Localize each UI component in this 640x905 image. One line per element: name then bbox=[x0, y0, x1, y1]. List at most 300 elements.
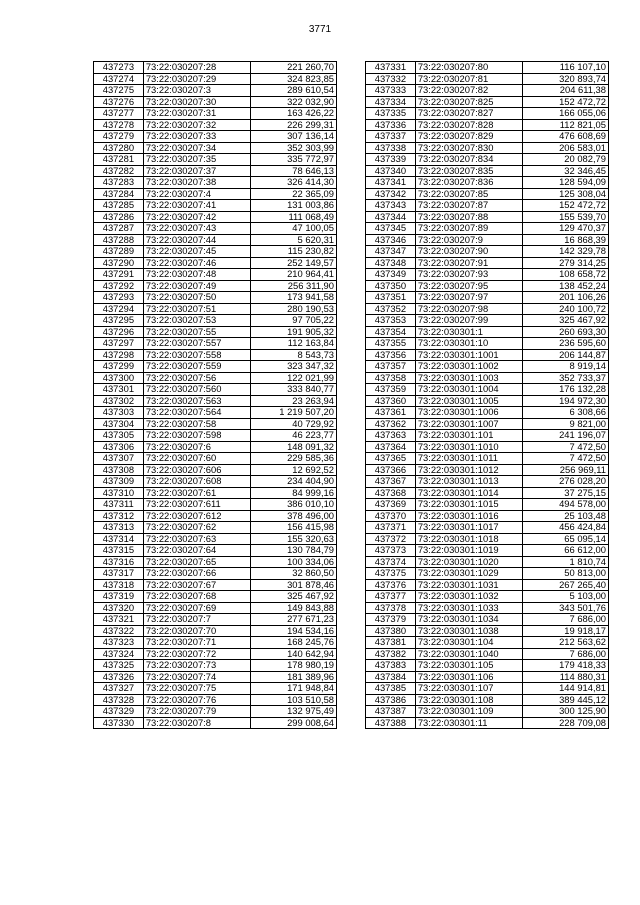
row-number-cell: 437287 bbox=[94, 223, 144, 235]
row-number-cell: 437281 bbox=[94, 154, 144, 166]
row-number-cell: 437381 bbox=[366, 637, 416, 649]
cadastral-number-cell: 73:22:030207:32 bbox=[143, 119, 250, 131]
row-number-cell: 437344 bbox=[366, 211, 416, 223]
table-row bbox=[366, 326, 609, 338]
table-row bbox=[366, 223, 609, 235]
cadastral-value-cell: 46 223,77 bbox=[250, 430, 336, 442]
cadastral-number-cell: 73:22:030207:35 bbox=[143, 154, 250, 166]
row-number-cell: 437358 bbox=[366, 372, 416, 384]
row-number-cell: 437332 bbox=[366, 73, 416, 85]
row-number-cell: 437362 bbox=[366, 418, 416, 430]
table-row bbox=[366, 464, 609, 476]
table-row bbox=[94, 257, 337, 269]
cadastral-value-cell: 6 308,66 bbox=[522, 407, 608, 419]
row-number-cell: 437351 bbox=[366, 292, 416, 304]
cadastral-number-cell: 73:22:030207:55 bbox=[143, 326, 250, 338]
table-row bbox=[366, 96, 609, 108]
cadastral-value-cell: 221 260,70 bbox=[250, 62, 336, 74]
row-number-cell: 437369 bbox=[366, 499, 416, 511]
cadastral-number-cell: 73:22:030301:1001 bbox=[415, 349, 522, 361]
cadastral-number-cell: 73:22:030207:73 bbox=[143, 660, 250, 672]
table-row bbox=[366, 545, 609, 557]
cadastral-value-cell: 152 472,72 bbox=[522, 200, 608, 212]
cadastral-number-cell: 73:22:030207:88 bbox=[415, 211, 522, 223]
cadastral-value-cell: 194 972,30 bbox=[522, 395, 608, 407]
cadastral-value-cell: 206 144,87 bbox=[522, 349, 608, 361]
table-row bbox=[94, 464, 337, 476]
cadastral-value-cell: 352 303,99 bbox=[250, 142, 336, 154]
row-number-cell: 437363 bbox=[366, 430, 416, 442]
cadastral-value-cell: 236 595,60 bbox=[522, 338, 608, 350]
cadastral-value-cell: 494 578,00 bbox=[522, 499, 608, 511]
table-row bbox=[94, 384, 337, 396]
table-row bbox=[94, 453, 337, 465]
table-row bbox=[366, 200, 609, 212]
row-number-cell: 437340 bbox=[366, 165, 416, 177]
cadastral-value-cell: 129 470,37 bbox=[522, 223, 608, 235]
cadastral-value-cell: 100 334,06 bbox=[250, 556, 336, 568]
registry-table-left-body bbox=[94, 62, 337, 729]
table-row bbox=[94, 510, 337, 522]
cadastral-value-cell: 178 980,19 bbox=[250, 660, 336, 672]
cadastral-number-cell: 73:22:030207:563 bbox=[143, 395, 250, 407]
row-number-cell: 437357 bbox=[366, 361, 416, 373]
table-row bbox=[94, 545, 337, 557]
row-number-cell: 437385 bbox=[366, 683, 416, 695]
table-row bbox=[366, 510, 609, 522]
cadastral-number-cell: 73:22:030301:101 bbox=[415, 430, 522, 442]
cadastral-value-cell: 324 823,85 bbox=[250, 73, 336, 85]
table-row bbox=[366, 384, 609, 396]
cadastral-number-cell: 73:22:030207:72 bbox=[143, 648, 250, 660]
cadastral-value-cell: 7 472,50 bbox=[522, 441, 608, 453]
row-number-cell: 437277 bbox=[94, 108, 144, 120]
table-row bbox=[366, 671, 609, 683]
cadastral-number-cell: 73:22:030207:81 bbox=[415, 73, 522, 85]
cadastral-value-cell: 279 314,25 bbox=[522, 257, 608, 269]
row-number-cell: 437388 bbox=[366, 717, 416, 729]
table-row bbox=[366, 441, 609, 453]
table-row bbox=[94, 142, 337, 154]
cadastral-number-cell: 73:22:030207:89 bbox=[415, 223, 522, 235]
cadastral-number-cell: 73:22:030301:109 bbox=[415, 706, 522, 718]
cadastral-number-cell: 73:22:030301:1040 bbox=[415, 648, 522, 660]
cadastral-value-cell: 234 404,90 bbox=[250, 476, 336, 488]
row-number-cell: 437313 bbox=[94, 522, 144, 534]
table-row bbox=[94, 694, 337, 706]
cadastral-number-cell: 73:22:030207:558 bbox=[143, 349, 250, 361]
row-number-cell: 437365 bbox=[366, 453, 416, 465]
table-row bbox=[94, 165, 337, 177]
row-number-cell: 437331 bbox=[366, 62, 416, 74]
cadastral-value-cell: 108 658,72 bbox=[522, 269, 608, 281]
cadastral-value-cell: 307 136,14 bbox=[250, 131, 336, 143]
row-number-cell: 437280 bbox=[94, 142, 144, 154]
cadastral-number-cell: 73:22:030207:9 bbox=[415, 234, 522, 246]
cadastral-value-cell: 65 095,14 bbox=[522, 533, 608, 545]
cadastral-number-cell: 73:22:030207:34 bbox=[143, 142, 250, 154]
row-number-cell: 437301 bbox=[94, 384, 144, 396]
cadastral-value-cell: 323 347,32 bbox=[250, 361, 336, 373]
table-row bbox=[94, 338, 337, 350]
table-row bbox=[94, 234, 337, 246]
table-row bbox=[94, 579, 337, 591]
cadastral-value-cell: 8 919,14 bbox=[522, 361, 608, 373]
table-row bbox=[94, 614, 337, 626]
registry-table-right bbox=[365, 61, 609, 729]
cadastral-value-cell: 97 705,22 bbox=[250, 315, 336, 327]
cadastral-number-cell: 73:22:030207:62 bbox=[143, 522, 250, 534]
cadastral-number-cell: 73:22:030207:44 bbox=[143, 234, 250, 246]
row-number-cell: 437348 bbox=[366, 257, 416, 269]
table-row bbox=[94, 372, 337, 384]
cadastral-value-cell: 386 010,10 bbox=[250, 499, 336, 511]
table-row bbox=[366, 602, 609, 614]
table-row bbox=[366, 453, 609, 465]
cadastral-number-cell: 73:22:030301:106 bbox=[415, 671, 522, 683]
row-number-cell: 437335 bbox=[366, 108, 416, 120]
cadastral-number-cell: 73:22:030207:31 bbox=[143, 108, 250, 120]
cadastral-number-cell: 73:22:030301:1002 bbox=[415, 361, 522, 373]
cadastral-value-cell: 32 346,45 bbox=[522, 165, 608, 177]
row-number-cell: 437278 bbox=[94, 119, 144, 131]
cadastral-value-cell: 276 028,20 bbox=[522, 476, 608, 488]
row-number-cell: 437324 bbox=[94, 648, 144, 660]
table-row bbox=[366, 717, 609, 729]
cadastral-number-cell: 73:22:030207:7 bbox=[143, 614, 250, 626]
cadastral-number-cell: 73:22:030207:598 bbox=[143, 430, 250, 442]
cadastral-number-cell: 73:22:030301:1034 bbox=[415, 614, 522, 626]
table-row bbox=[94, 487, 337, 499]
cadastral-number-cell: 73:22:030207:830 bbox=[415, 142, 522, 154]
cadastral-number-cell: 73:22:030301:1019 bbox=[415, 545, 522, 557]
cadastral-number-cell: 73:22:030207:608 bbox=[143, 476, 250, 488]
row-number-cell: 437361 bbox=[366, 407, 416, 419]
table-row bbox=[366, 372, 609, 384]
cadastral-value-cell: 116 107,10 bbox=[522, 62, 608, 74]
cadastral-value-cell: 171 948,84 bbox=[250, 683, 336, 695]
cadastral-value-cell: 352 733,37 bbox=[522, 372, 608, 384]
cadastral-value-cell: 148 091,32 bbox=[250, 441, 336, 453]
row-number-cell: 437286 bbox=[94, 211, 144, 223]
cadastral-value-cell: 326 414,30 bbox=[250, 177, 336, 189]
table-row bbox=[94, 625, 337, 637]
cadastral-value-cell: 128 594,09 bbox=[522, 177, 608, 189]
cadastral-value-cell: 22 365,09 bbox=[250, 188, 336, 200]
row-number-cell: 437291 bbox=[94, 269, 144, 281]
cadastral-value-cell: 256 311,90 bbox=[250, 280, 336, 292]
table-row bbox=[94, 246, 337, 258]
row-number-cell: 437376 bbox=[366, 579, 416, 591]
table-row bbox=[94, 683, 337, 695]
row-number-cell: 437338 bbox=[366, 142, 416, 154]
table-row bbox=[94, 315, 337, 327]
cadastral-number-cell: 73:22:030207:67 bbox=[143, 579, 250, 591]
row-number-cell: 437373 bbox=[366, 545, 416, 557]
cadastral-value-cell: 122 021,99 bbox=[250, 372, 336, 384]
cadastral-value-cell: 289 610,54 bbox=[250, 85, 336, 97]
row-number-cell: 437298 bbox=[94, 349, 144, 361]
row-number-cell: 437342 bbox=[366, 188, 416, 200]
cadastral-value-cell: 229 585,36 bbox=[250, 453, 336, 465]
row-number-cell: 437312 bbox=[94, 510, 144, 522]
row-number-cell: 437322 bbox=[94, 625, 144, 637]
cadastral-number-cell: 73:22:030301:1029 bbox=[415, 568, 522, 580]
row-number-cell: 437330 bbox=[94, 717, 144, 729]
cadastral-number-cell: 73:22:030207:564 bbox=[143, 407, 250, 419]
cadastral-number-cell: 73:22:030207:42 bbox=[143, 211, 250, 223]
cadastral-number-cell: 73:22:030207:4 bbox=[143, 188, 250, 200]
row-number-cell: 437295 bbox=[94, 315, 144, 327]
row-number-cell: 437387 bbox=[366, 706, 416, 718]
row-number-cell: 437386 bbox=[366, 694, 416, 706]
cadastral-number-cell: 73:22:030207:30 bbox=[143, 96, 250, 108]
table-row bbox=[366, 533, 609, 545]
cadastral-value-cell: 78 646,13 bbox=[250, 165, 336, 177]
table-row bbox=[94, 660, 337, 672]
row-number-cell: 437296 bbox=[94, 326, 144, 338]
cadastral-number-cell: 73:22:030207:28 bbox=[143, 62, 250, 74]
cadastral-value-cell: 114 880,31 bbox=[522, 671, 608, 683]
table-row bbox=[366, 591, 609, 603]
cadastral-value-cell: 130 784,79 bbox=[250, 545, 336, 557]
table-row bbox=[94, 499, 337, 511]
row-number-cell: 437346 bbox=[366, 234, 416, 246]
cadastral-value-cell: 140 642,94 bbox=[250, 648, 336, 660]
cadastral-number-cell: 73:22:030301:1004 bbox=[415, 384, 522, 396]
row-number-cell: 437349 bbox=[366, 269, 416, 281]
cadastral-number-cell: 73:22:030207:29 bbox=[143, 73, 250, 85]
row-number-cell: 437289 bbox=[94, 246, 144, 258]
table-row bbox=[366, 579, 609, 591]
row-number-cell: 437317 bbox=[94, 568, 144, 580]
row-number-cell: 437374 bbox=[366, 556, 416, 568]
cadastral-value-cell: 210 964,41 bbox=[250, 269, 336, 281]
table-row bbox=[94, 62, 337, 74]
cadastral-number-cell: 73:22:030207:75 bbox=[143, 683, 250, 695]
table-row bbox=[366, 62, 609, 74]
table-row bbox=[94, 533, 337, 545]
cadastral-value-cell: 280 190,53 bbox=[250, 303, 336, 315]
cadastral-value-cell: 142 329,78 bbox=[522, 246, 608, 258]
cadastral-value-cell: 163 426,22 bbox=[250, 108, 336, 120]
cadastral-value-cell: 8 543,73 bbox=[250, 349, 336, 361]
cadastral-value-cell: 138 452,24 bbox=[522, 280, 608, 292]
cadastral-value-cell: 115 230,82 bbox=[250, 246, 336, 258]
table-row bbox=[366, 487, 609, 499]
cadastral-number-cell: 73:22:030207:61 bbox=[143, 487, 250, 499]
cadastral-number-cell: 73:22:030207:56 bbox=[143, 372, 250, 384]
page-number: 3771 bbox=[308, 24, 332, 35]
table-row bbox=[94, 280, 337, 292]
cadastral-value-cell: 7 472,50 bbox=[522, 453, 608, 465]
cadastral-number-cell: 73:22:030207:557 bbox=[143, 338, 250, 350]
cadastral-value-cell: 301 878,46 bbox=[250, 579, 336, 591]
row-number-cell: 437352 bbox=[366, 303, 416, 315]
cadastral-value-cell: 16 868,39 bbox=[522, 234, 608, 246]
row-number-cell: 437279 bbox=[94, 131, 144, 143]
cadastral-number-cell: 73:22:030207:829 bbox=[415, 131, 522, 143]
cadastral-value-cell: 7 686,00 bbox=[522, 614, 608, 626]
cadastral-number-cell: 73:22:030301:1010 bbox=[415, 441, 522, 453]
cadastral-value-cell: 240 100,72 bbox=[522, 303, 608, 315]
row-number-cell: 437326 bbox=[94, 671, 144, 683]
row-number-cell: 437359 bbox=[366, 384, 416, 396]
cadastral-value-cell: 20 082,79 bbox=[522, 154, 608, 166]
table-row bbox=[94, 200, 337, 212]
table-row bbox=[366, 292, 609, 304]
table-row bbox=[366, 154, 609, 166]
cadastral-number-cell: 73:22:030301:105 bbox=[415, 660, 522, 672]
row-number-cell: 437350 bbox=[366, 280, 416, 292]
table-row bbox=[94, 522, 337, 534]
cadastral-value-cell: 166 055,06 bbox=[522, 108, 608, 120]
row-number-cell: 437309 bbox=[94, 476, 144, 488]
cadastral-value-cell: 256 969,11 bbox=[522, 464, 608, 476]
cadastral-value-cell: 277 671,23 bbox=[250, 614, 336, 626]
cadastral-value-cell: 9 821,00 bbox=[522, 418, 608, 430]
table-row bbox=[366, 85, 609, 97]
row-number-cell: 437329 bbox=[94, 706, 144, 718]
cadastral-value-cell: 66 612,00 bbox=[522, 545, 608, 557]
table-row bbox=[94, 96, 337, 108]
table-row bbox=[366, 522, 609, 534]
row-number-cell: 437353 bbox=[366, 315, 416, 327]
cadastral-number-cell: 73:22:030301:1017 bbox=[415, 522, 522, 534]
cadastral-number-cell: 73:22:030207:93 bbox=[415, 269, 522, 281]
row-number-cell: 437283 bbox=[94, 177, 144, 189]
cadastral-value-cell: 19 918,17 bbox=[522, 625, 608, 637]
registry-table-right-body bbox=[366, 62, 609, 729]
registry-table-left bbox=[93, 61, 337, 729]
table-row bbox=[366, 303, 609, 315]
table-row bbox=[94, 108, 337, 120]
cadastral-number-cell: 73:22:030207:37 bbox=[143, 165, 250, 177]
cadastral-value-cell: 322 032,90 bbox=[250, 96, 336, 108]
cadastral-number-cell: 73:22:030301:1003 bbox=[415, 372, 522, 384]
cadastral-value-cell: 173 941,58 bbox=[250, 292, 336, 304]
table-row bbox=[94, 395, 337, 407]
table-row bbox=[94, 188, 337, 200]
table-row bbox=[94, 85, 337, 97]
cadastral-number-cell: 73:22:030207:74 bbox=[143, 671, 250, 683]
row-number-cell: 437282 bbox=[94, 165, 144, 177]
cadastral-number-cell: 73:22:030207:43 bbox=[143, 223, 250, 235]
row-number-cell: 437355 bbox=[366, 338, 416, 350]
row-number-cell: 437377 bbox=[366, 591, 416, 603]
cadastral-number-cell: 73:22:030207:90 bbox=[415, 246, 522, 258]
row-number-cell: 437308 bbox=[94, 464, 144, 476]
cadastral-value-cell: 476 608,69 bbox=[522, 131, 608, 143]
table-row bbox=[94, 602, 337, 614]
table-row bbox=[366, 349, 609, 361]
cadastral-value-cell: 343 501,76 bbox=[522, 602, 608, 614]
cadastral-number-cell: 73:22:030207:611 bbox=[143, 499, 250, 511]
cadastral-number-cell: 73:22:030207:41 bbox=[143, 200, 250, 212]
cadastral-number-cell: 73:22:030207:60 bbox=[143, 453, 250, 465]
row-number-cell: 437378 bbox=[366, 602, 416, 614]
cadastral-number-cell: 73:22:030207:66 bbox=[143, 568, 250, 580]
cadastral-number-cell: 73:22:030301:1038 bbox=[415, 625, 522, 637]
cadastral-number-cell: 73:22:030207:69 bbox=[143, 602, 250, 614]
cadastral-value-cell: 23 263,94 bbox=[250, 395, 336, 407]
row-number-cell: 437383 bbox=[366, 660, 416, 672]
cadastral-number-cell: 73:22:030301:11 bbox=[415, 717, 522, 729]
table-row bbox=[94, 418, 337, 430]
cadastral-number-cell: 73:22:030207:45 bbox=[143, 246, 250, 258]
cadastral-number-cell: 73:22:030207:76 bbox=[143, 694, 250, 706]
row-number-cell: 437307 bbox=[94, 453, 144, 465]
cadastral-number-cell: 73:22:030301:107 bbox=[415, 683, 522, 695]
cadastral-value-cell: 325 467,92 bbox=[250, 591, 336, 603]
cadastral-value-cell: 131 003,86 bbox=[250, 200, 336, 212]
row-number-cell: 437371 bbox=[366, 522, 416, 534]
cadastral-value-cell: 5 103,00 bbox=[522, 591, 608, 603]
table-row bbox=[366, 315, 609, 327]
table-row bbox=[366, 73, 609, 85]
table-row bbox=[94, 556, 337, 568]
table-row bbox=[366, 234, 609, 246]
cadastral-value-cell: 168 245,76 bbox=[250, 637, 336, 649]
row-number-cell: 437366 bbox=[366, 464, 416, 476]
cadastral-number-cell: 73:22:030301:1006 bbox=[415, 407, 522, 419]
row-number-cell: 437274 bbox=[94, 73, 144, 85]
cadastral-value-cell: 191 905,32 bbox=[250, 326, 336, 338]
table-row bbox=[366, 683, 609, 695]
cadastral-value-cell: 50 813,00 bbox=[522, 568, 608, 580]
cadastral-number-cell: 73:22:030207:65 bbox=[143, 556, 250, 568]
row-number-cell: 437367 bbox=[366, 476, 416, 488]
row-number-cell: 437285 bbox=[94, 200, 144, 212]
row-number-cell: 437299 bbox=[94, 361, 144, 373]
cadastral-value-cell: 152 472,72 bbox=[522, 96, 608, 108]
row-number-cell: 437306 bbox=[94, 441, 144, 453]
table-row bbox=[366, 625, 609, 637]
row-number-cell: 437288 bbox=[94, 234, 144, 246]
table-row bbox=[94, 269, 337, 281]
row-number-cell: 437297 bbox=[94, 338, 144, 350]
cadastral-value-cell: 299 008,64 bbox=[250, 717, 336, 729]
table-row bbox=[366, 476, 609, 488]
row-number-cell: 437370 bbox=[366, 510, 416, 522]
cadastral-number-cell: 73:22:030207:79 bbox=[143, 706, 250, 718]
row-number-cell: 437327 bbox=[94, 683, 144, 695]
cadastral-number-cell: 73:22:030301:1015 bbox=[415, 499, 522, 511]
row-number-cell: 437372 bbox=[366, 533, 416, 545]
cadastral-number-cell: 73:22:030207:50 bbox=[143, 292, 250, 304]
row-number-cell: 437333 bbox=[366, 85, 416, 97]
cadastral-number-cell: 73:22:030207:8 bbox=[143, 717, 250, 729]
cadastral-number-cell: 73:22:030207:827 bbox=[415, 108, 522, 120]
table-row bbox=[94, 326, 337, 338]
table-row bbox=[94, 349, 337, 361]
cadastral-value-cell: 103 510,58 bbox=[250, 694, 336, 706]
table-row bbox=[366, 556, 609, 568]
cadastral-number-cell: 73:22:030207:828 bbox=[415, 119, 522, 131]
cadastral-number-cell: 73:22:030301:1011 bbox=[415, 453, 522, 465]
table-row bbox=[366, 177, 609, 189]
cadastral-number-cell: 73:22:030207:68 bbox=[143, 591, 250, 603]
cadastral-number-cell: 73:22:030207:51 bbox=[143, 303, 250, 315]
table-row bbox=[366, 568, 609, 580]
cadastral-number-cell: 73:22:030207:559 bbox=[143, 361, 250, 373]
table-row bbox=[366, 211, 609, 223]
table-row bbox=[94, 73, 337, 85]
row-number-cell: 437305 bbox=[94, 430, 144, 442]
cadastral-number-cell: 73:22:030207:82 bbox=[415, 85, 522, 97]
cadastral-value-cell: 456 424,84 bbox=[522, 522, 608, 534]
cadastral-number-cell: 73:22:030301:108 bbox=[415, 694, 522, 706]
